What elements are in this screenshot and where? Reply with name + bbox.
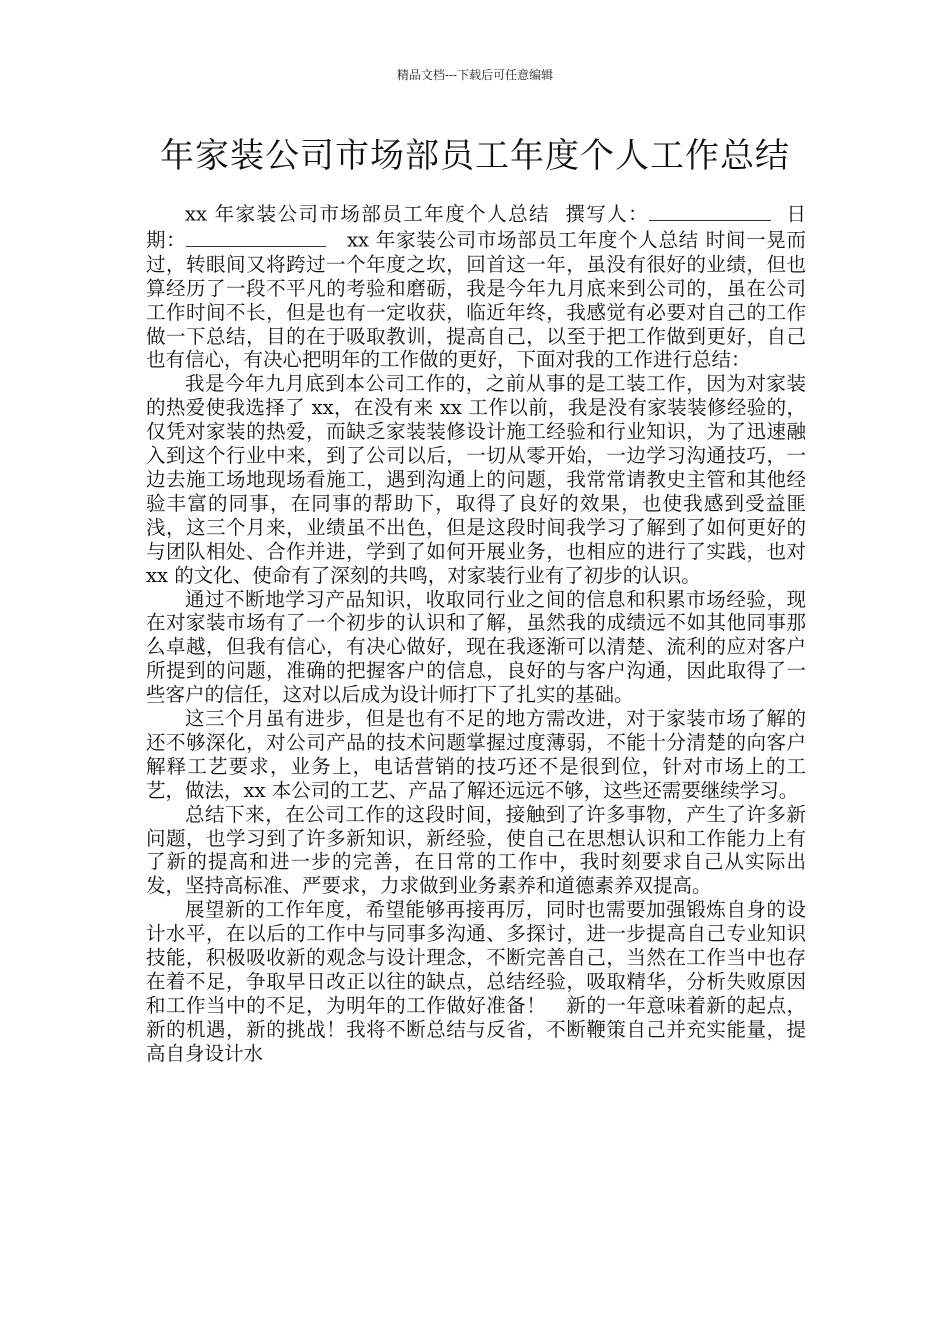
- intro-paragraph: 时间一晃而过，转眼间又将跨过一个年度之坎，回首这一年，虽没有很好的业绩，但也算经历了一段不平凡的考验和磨砺，我是今年九月底来到公司的，虽在公司工作时间不长，但是也有一定收获，临近年终，我感觉有必要对自己的工作做一下总结，目的在于吸取教训，提高自己，以至于把工作做到更好，自己也有信心，有决心把明年的工作做的更好，下面对我的工作进行总结：: [146, 228, 806, 372]
- author-blank-tail: [749, 200, 771, 221]
- summary-label: xx 年家装公司市场部员工年度个人总结: [185, 202, 550, 226]
- paragraph-4: 总结下来，在公司工作的这段时间，接触到了许多事物，产生了许多新问题，也学习到了许多新知识，新经验，使自己在思想认识和工作能力上有了新的提高和进一步的完善，在日常的工作中，我时刻要求自己从实际出发，坚持高标准、严要求，力求做到业务素养和道德素养双提高。: [146, 802, 806, 898]
- paragraph-1: 我是今年九月底到本公司工作的，之前从事的是工装工作，因为对家装的热爱使我选择了 xx，在没有来 xx 工作以前，我是没有家装装修经验的，仅凭对家装的热爱，而缺乏家装装修设计施工经验和行业知识，为了迅速融入到这个行业中来，到了公司以后，一切从零开始，一边学习沟通技巧，一边去施工场地现场看施工，遇到沟通上的问题，我常常请教史主管和其他经验丰富的同事，在同事的帮助下，取得了良好的效果，也使我感到受益匪浅，这三个月来，业绩虽不出色，但是这段时间我学习了解到了如何更好的与团队相处、合作并进，学到了如何开展业务，也相应的进行了实践，也对 xx 的文化、使命有了深刻的共鸣，对家装行业有了初步的认识。: [146, 372, 806, 587]
- paragraph-5: 展望新的工作年度，希望能够再接再厉，同时也需要加强锻炼自身的设计水平，在以后的工作中与同事多沟通、多探讨，进一步提高自己专业知识技能，积极吸收新的观念与设计理念，不断完善自己，当然在工作当中也存在着不足，争取早日改正以往的缺点，总结经验，吸取精华，分析失败原因和工作当中的不足，为明年的工作做好准备！ 新的一年意味着新的起点，新的机遇，新的挑战！我将不断总结与反省，不断鞭策自己并充实能量，提高自身设计水: [146, 898, 806, 1065]
- paragraph-2: 通过不断地学习产品知识，收取同行业之间的信息和积累市场经验，现在对家装市场有了一个初步的认识和了解，虽然我的成绩远不如其他同事那么卓越，但我有信心，有决心做好，现在我逐渐可以清楚、流利的应对客户所提到的问题，准确的把握客户的信息，良好的与客户沟通，因此取得了一些客户的信任，这对以后成为设计师打下了扎实的基础。: [146, 587, 806, 707]
- section-title: xx 年家装公司市场部员工年度个人总结: [347, 228, 699, 252]
- meta-block: [146, 200, 826, 372]
- document-title: 年家装公司市场部员工年度个人工作总结: [160, 136, 790, 176]
- date-blank: [186, 226, 326, 247]
- header-note: 精品文档---下载后可任意编辑: [396, 68, 554, 82]
- date-label: 日 期：: [146, 202, 826, 252]
- author-label: 撰写人：: [565, 202, 650, 226]
- paragraph-3: 这三个月虽有进步，但是也有不足的地方需改进，对于家装市场了解的还不够深化，对公司产品的技术问题掌握过度薄弱，不能十分清楚的向客户解释工艺要求，业务上，电话营销的技巧还不是很到位，针对市场上的工艺，做法，xx 本公司的工艺、产品了解还远远不够，这些还需要继续学习。: [146, 707, 806, 802]
- document-body: [146, 200, 826, 1066]
- author-blank: [649, 200, 749, 221]
